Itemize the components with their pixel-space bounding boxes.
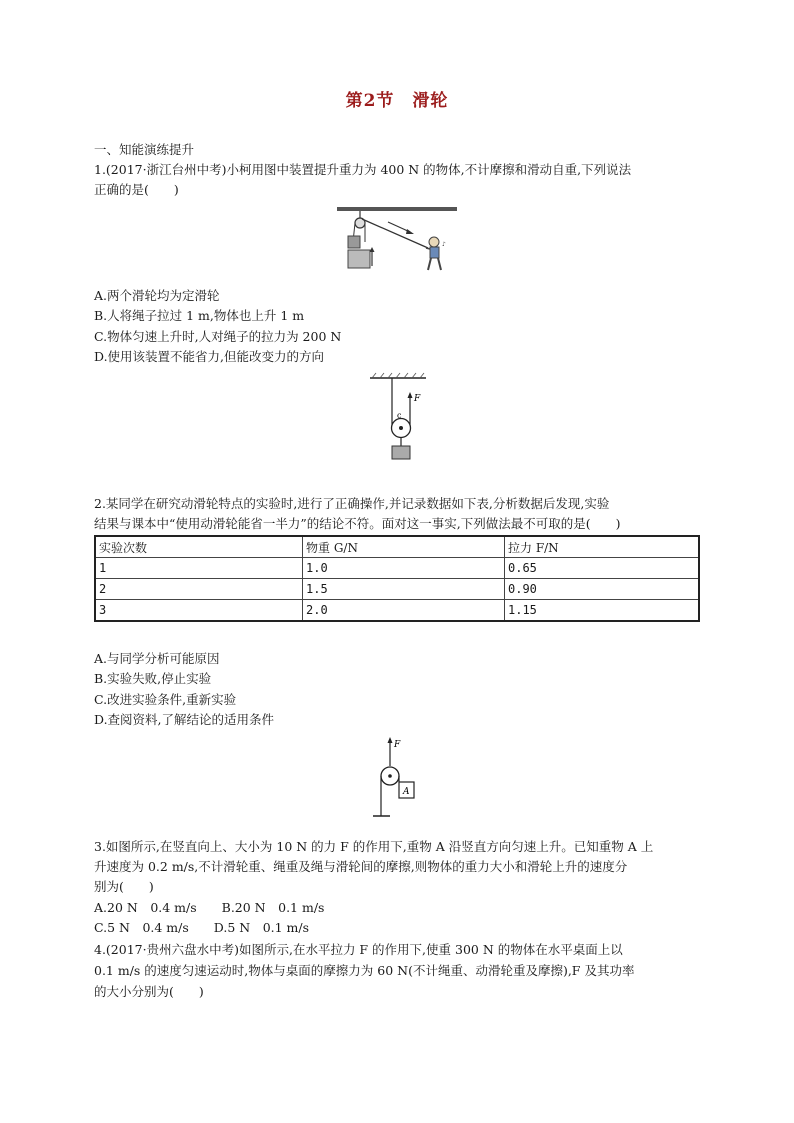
q1-option-a: A.两个滑轮均为定滑轮	[94, 288, 220, 303]
svg-text:♪: ♪	[442, 241, 446, 248]
table-cell: 1.15	[505, 600, 700, 622]
q1-option-c: C.物体匀速上升时,人对绳子的拉力为 200 N	[94, 329, 342, 344]
table-cell: 2	[95, 579, 303, 600]
experiment-data-table	[94, 535, 700, 622]
q3-options-row2: C.5 N 0.4 m/s D.5 N 0.1 m/s	[94, 920, 310, 935]
table-header-cell: 拉力 F/N	[505, 536, 700, 558]
section-heading: 一、知能演练提升	[94, 142, 195, 157]
table-header-cell: 实验次数	[95, 536, 303, 558]
q3-stem-line3: 别为( )	[94, 879, 154, 894]
q1-option-d: D.使用该装置不能省力,但能改变力的方向	[94, 349, 325, 364]
q2-option-d: D.查阅资料,了解结论的适用条件	[94, 712, 275, 727]
page-title: 第2节 滑轮	[345, 91, 449, 111]
q4-stem-line3: 的大小分别为( )	[94, 984, 204, 999]
q2-stem-line1: 2.某同学在研究动滑轮特点的实验时,进行了正确操作,并记录数据如下表,分析数据后发现,实验	[94, 496, 610, 511]
q2-option-b: B.实验失败,停止实验	[94, 671, 212, 686]
table-cell: 2.0	[303, 600, 505, 622]
table-row	[95, 600, 699, 622]
q1-option-b: B.人将绳子拉过 1 m,物体也上升 1 m	[94, 308, 305, 323]
q3-figure-pulley	[370, 736, 424, 818]
q3-options-row1: A.20 N 0.4 m/s B.20 N 0.1 m/s	[94, 900, 325, 915]
force-label-f: F	[414, 394, 421, 404]
q4-stem-line2: 0.1 m/s 的速度匀速运动时,物体与桌面的摩擦力为 60 N(不计绳重、动滑轮重及摩擦),F 及其功率	[94, 963, 635, 978]
q1-figure-movable-pulley	[366, 372, 430, 466]
table-cell: 1.5	[303, 579, 505, 600]
svg-text:c: c	[397, 411, 402, 420]
q3-stem-line1: 3.如图所示,在竖直向上、大小为 10 N 的力 F 的作用下,重物 A 沿竖直方向匀速上升。已知重物 A 上	[94, 839, 654, 854]
table-cell: 3	[95, 600, 303, 622]
q1-stem-line2: 正确的是( )	[94, 182, 179, 197]
table-header-row	[95, 536, 699, 558]
q1-figure-pulley-person	[334, 204, 460, 276]
q2-stem-line2: 结果与课本中“使用动滑轮能省一半力”的结论不符。面对这一事实,下列做法最不可取的是( )	[94, 516, 621, 531]
table-cell: 1	[95, 558, 303, 579]
table-row	[95, 558, 699, 579]
force-label-f: F	[394, 740, 401, 750]
q3-stem-line2: 升速度为 0.2 m/s,不计滑轮重、绳重及绳与滑轮间的摩擦,则物体的重力大小和滑轮上升的速度分	[94, 859, 628, 874]
table-cell: 1.0	[303, 558, 505, 579]
q2-option-c: C.改进实验条件,重新实验	[94, 692, 237, 707]
q1-stem-line1: 1.(2017·浙江台州中考)小柯用图中装置提升重力为 400 N 的物体,不计摩擦和滑动自重,下列说法	[94, 162, 632, 177]
block-label-a: A	[403, 787, 410, 797]
q2-option-a: A.与同学分析可能原因	[94, 651, 220, 666]
table-row	[95, 579, 699, 600]
table-cell: 0.65	[505, 558, 700, 579]
table-cell: 0.90	[505, 579, 700, 600]
q4-stem-line1: 4.(2017·贵州六盘水中考)如图所示,在水平拉力 F 的作用下,使重 300 N 的物体在水平桌面上以	[94, 942, 623, 957]
table-header-cell: 物重 G/N	[303, 536, 505, 558]
